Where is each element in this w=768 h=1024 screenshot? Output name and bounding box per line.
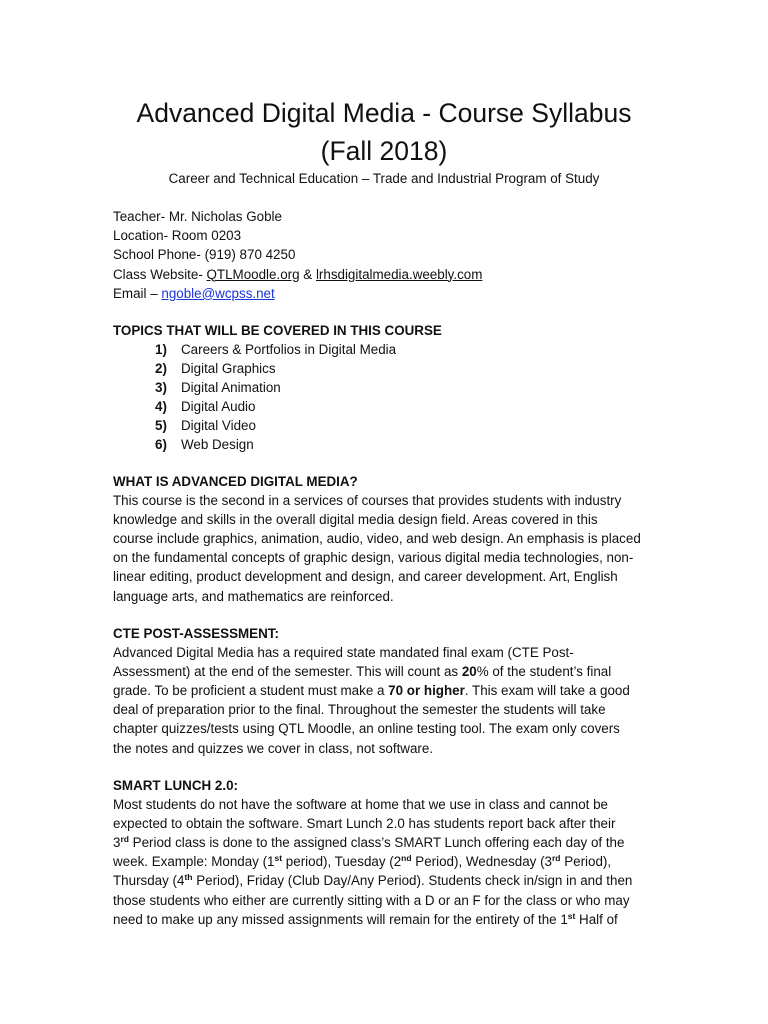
ordinal-suffix: st <box>274 853 283 864</box>
text-run: week. Example: Monday (1 <box>113 854 275 870</box>
ordinal-suffix: rd <box>120 834 129 845</box>
paragraph-line <box>113 910 643 929</box>
website-separator: & <box>299 266 316 282</box>
paragraph-line: chapter quizzes/tests using QTL Moodle, an online testing tool. The exam only covers <box>113 721 620 737</box>
text-run: 3 <box>113 835 121 851</box>
text-run: Period class is done to the assigned class’s SMART Lunch offering each day of the <box>128 835 625 851</box>
cte-section <box>113 624 643 758</box>
paragraph-line: on the fundamental concepts of graphic design, various digital media technologies, non- <box>113 550 634 566</box>
what-is-heading: WHAT IS ADVANCED DIGITAL MEDIA? <box>113 474 358 489</box>
qtlmoodle-link[interactable]: QTLMoodle.org <box>206 266 300 282</box>
text-run: Period), Friday (Club Day/Any Period). Students check in/sign in and then <box>192 873 633 889</box>
what-is-section <box>113 472 643 606</box>
paragraph-line: This course is the second in a services of courses that provides students with industry <box>113 493 622 509</box>
page-title-line-1: Advanced Digital Media - Course Syllabus <box>136 98 632 128</box>
paragraph-line: deal of preparation prior to the final. Throughout the semester the students will take <box>113 702 606 718</box>
text-run: Period), <box>560 854 612 870</box>
email-line <box>113 284 633 303</box>
list-item-text: Digital Graphics <box>181 361 276 376</box>
paragraph-line: the notes and quizzes we cover in class, not software. <box>113 740 434 756</box>
paragraph-line <box>113 852 643 871</box>
paragraph-line: course include graphics, animation, audio, video, and web design. An emphasis is placed <box>113 531 641 547</box>
paragraph-line <box>113 871 643 890</box>
text-run: Period), Wednesday (3 <box>411 854 552 870</box>
text-run: period), Tuesday (2 <box>282 854 402 870</box>
paragraph-line: Most students do not have the software at home that we use in class and cannot be <box>113 797 609 813</box>
text-run: grade. To be proficient a student must make a <box>113 683 389 699</box>
smart-lunch-section <box>113 776 643 929</box>
ordinal-suffix: nd <box>401 853 412 864</box>
paragraph-line <box>113 662 643 681</box>
bold-score: 70 or higher <box>388 683 465 699</box>
paragraph-line: knowledge and skills in the overall digital media design field. Areas covered in this <box>113 512 598 528</box>
list-item-text: Careers & Portfolios in Digital Media <box>181 342 397 357</box>
topics-heading: TOPICS THAT WILL BE COVERED IN THIS COURSE <box>113 323 442 338</box>
list-number: 6) <box>155 437 167 452</box>
bold-percent: 20 <box>461 664 477 680</box>
paragraph-line: Advanced Digital Media has a required state mandated final exam (CTE Post- <box>113 645 574 661</box>
page-subtitle: Career and Technical Education – Trade and Industrial Program of Study <box>168 171 600 186</box>
list-number: 5) <box>155 418 167 433</box>
topics-list <box>155 340 396 454</box>
list-item <box>155 416 396 435</box>
list-item <box>155 378 396 397</box>
list-item <box>155 397 396 416</box>
text-run: need to make up any missed assignments will remain for the entirety of the 1 <box>113 911 568 927</box>
list-number: 4) <box>155 399 167 414</box>
cte-heading: CTE POST-ASSESSMENT: <box>113 626 279 641</box>
website-label: Class Website- <box>113 266 207 282</box>
list-item <box>155 340 396 359</box>
paragraph-line: linear editing, product development and design, and career development. Art, English <box>113 569 618 585</box>
weebly-link[interactable]: lrhsdigitalmedia.weebly.com <box>315 266 483 282</box>
list-item <box>155 435 396 454</box>
smart-lunch-heading: SMART LUNCH 2.0: <box>113 778 238 793</box>
text-run: Half of <box>575 911 618 927</box>
phone-line: School Phone- (919) 870 4250 <box>113 247 296 263</box>
contact-info <box>113 207 633 303</box>
email-link[interactable]: ngoble@wcpss.net <box>161 285 275 301</box>
paragraph-line: those students who either are currently sitting with a D or an F for the class or who may <box>113 892 630 908</box>
ordinal-suffix: st <box>567 910 576 921</box>
text-run: Thursday (4 <box>113 873 185 889</box>
text-run: % of the student’s final <box>476 664 612 680</box>
list-number: 1) <box>155 342 167 357</box>
list-number: 3) <box>155 380 167 395</box>
list-item-text: Digital Animation <box>181 380 281 395</box>
paragraph-line <box>113 681 643 700</box>
location-line: Location- Room 0203 <box>113 228 242 244</box>
list-item-text: Digital Video <box>181 418 256 433</box>
paragraph-line: language arts, and mathematics are reinforced. <box>113 588 394 604</box>
list-item-text: Digital Audio <box>181 399 256 414</box>
website-line <box>113 265 633 284</box>
email-label: Email – <box>113 285 162 301</box>
list-item <box>155 359 396 378</box>
text-run: . This exam will take a good <box>464 683 630 699</box>
list-number: 2) <box>155 361 167 376</box>
page-title-line-2: (Fall 2018) <box>320 136 448 166</box>
paragraph-line: expected to obtain the software. Smart Lunch 2.0 has students report back after their <box>113 816 616 832</box>
text-run: Assessment) at the end of the semester. This will count as <box>113 664 462 680</box>
list-item-text: Web Design <box>181 437 254 452</box>
teacher-line: Teacher- Mr. Nicholas Goble <box>113 209 282 224</box>
ordinal-suffix: rd <box>552 853 561 864</box>
paragraph-line <box>113 833 643 852</box>
ordinal-suffix: th <box>184 872 193 883</box>
